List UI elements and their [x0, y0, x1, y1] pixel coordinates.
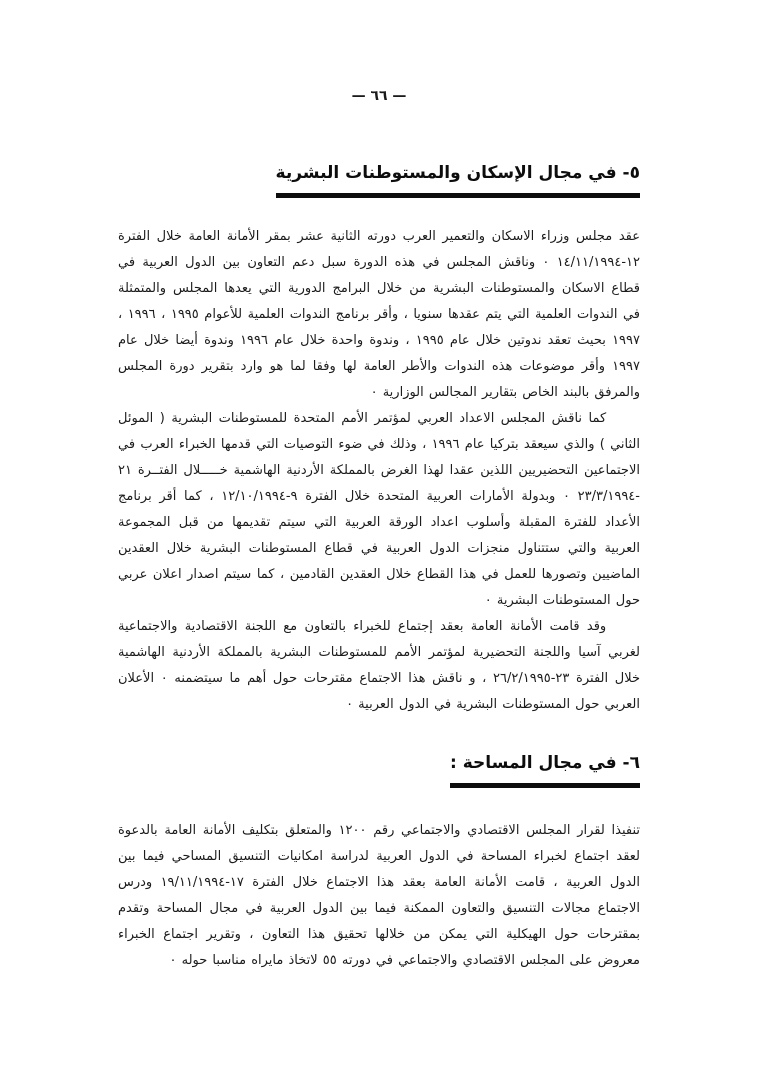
section-heading-housing: ٥- في مجال الإسكان والمستوطنات البشرية: [276, 162, 640, 198]
section-heading-wrap: [118, 752, 640, 788]
section-body: [118, 818, 640, 974]
section-heading-surveying: ٦- في مجال المساحة :: [450, 752, 640, 788]
paragraph-housing-2: كما ناقش المجلس الاعداد العربي لمؤتمر الأمم المتحدة للمستوطنات البشرية ( الموئل الثاني ) والذي سيعقد بتركيا عام ١٩٩٦ ، وذلك في ضوء التوصيات التي قدمها الخبراء العرب في الاجتماعين التحضيريين اللذين عقدا لهذا الغرض بالمملكة الأردنية الهاشمية خـــــلال الفتــرة ٢١ -٢٣/٣/١٩٩٤ ٠ وبدولة الأمارات العربية المتحدة خلال الفترة ٩-١٢/١٠/١٩٩٤ ، كما أقر برنامج الأعداد للفترة المقبلة وأسلوب اعداد الورقة العربية التي سيتم تقديمها من قبل المجموعة العربية والتي ستتناول منجزات الدول العربية في قطاع المستوطنات البشرية خلال العقدين الماضيين وتصورها للعمل في هذا القطاع خلال العقدين القادمين ، كما سيتم اصدار اعلان عربي حول المستوطنات البشرية ٠: [118, 410, 640, 608]
paragraph-surveying-1: تنفيذا لقرار المجلس الاقتصادي والاجتماعي رقم ١٢٠٠ والمتعلق بتكليف الأمانة العامة بالدعوة لعقد اجتماع لخبراء المساحة في الدول العربية لدراسة امكانيات التنسيق المساحي فيما بين الدول العربية ، قامت الأمانة العامة بعقد هذا الاجتماع خلال الفترة ١٧-١٩/١١/١٩٩٤ ودرس الاجتماع مجالات التنسيق والتعاون الممكنة فيما بين الدول العربية في مجال المساحة وتقدم بمقترحات حول الهيكلية التي يمكن من خلالها تحقيق هذا التعاون ، وتقرير اجتماع الخبراء معروض على المجلس الاقتصادي والاجتماعي في دورته ٥٥ لاتخاذ مايراه مناسبا حوله ٠: [118, 822, 640, 968]
section-surveying: [118, 752, 640, 974]
section-body: [118, 224, 640, 718]
section-housing-settlements: [118, 162, 640, 718]
paragraph-housing-3: وقد قامت الأمانة العامة بعقد إجتماع للخبراء بالتعاون مع اللجنة الاقتصادية والاجتماعية لغربي آسيا واللجنة التحضيرية لمؤتمر الأمم للمستوطنات البشرية بالمملكة الأردنية الهاشمية خلال الفترة ٢٣-٢٦/٢/١٩٩٥ ، و ناقش هذا الاجتماع مقترحات حول أهم ما سيتضمنه ٠ الأعلان العربي حول المستوطنات البشرية في الدول العربية ٠: [118, 618, 641, 712]
paragraph-housing-1: عقد مجلس وزراء الاسكان والتعمير العرب دورته الثانية عشر بمقر الأمانة العامة خلال الفترة ١٢-١٤/١١/١٩٩٤ ٠ وناقش المجلس في هذه الدورة سبل دعم التعاون بين الدول العربية في قطاع الاسكان والمستوطنات البشرية من خلال البرامج الدورية التي يعدها المجلس والمتمثلة في الندوات العلمية التي يتم عقدها سنويا ، وأقر برنامج الندوات العلمية للأعوام ١٩٩٥ ، ١٩٩٦ ، ١٩٩٧ بحيث تعقد ندوتين خلال عام ١٩٩٥ ، وندوة واحدة خلال عام ١٩٩٦ وندوة أيضا خلال عام ١٩٩٧ وأقر موضوعات هذه الندوات والأطر العامة لها وفقا لما هو وارد بتقرير دورة المجلس والمرفق بالبند الخاص بتقارير المجالس الوزارية ٠: [118, 228, 641, 400]
page-number: — ٦٦ —: [351, 88, 407, 104]
section-heading-wrap: [118, 162, 640, 198]
